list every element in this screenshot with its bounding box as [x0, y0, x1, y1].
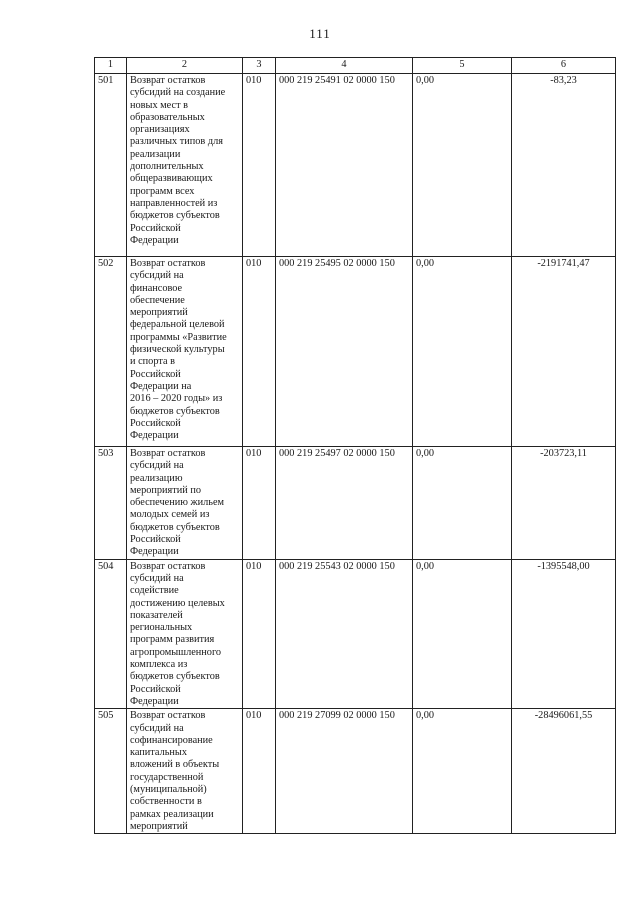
row-number: 504: [95, 559, 127, 709]
row-amount-plan: 0,00: [413, 559, 512, 709]
column-header: 2: [127, 58, 243, 74]
row-amount-actual: -203723,11: [512, 447, 616, 560]
row-budget-code: 000 219 25543 02 0000 150: [276, 559, 413, 709]
row-amount-actual: -1395548,00: [512, 559, 616, 709]
column-header: 3: [243, 58, 276, 74]
row-admin-code: 010: [243, 709, 276, 834]
column-header: 1: [95, 58, 127, 74]
row-number: 502: [95, 257, 127, 447]
row-admin-code: 010: [243, 257, 276, 447]
row-name: Возврат остатков субсидий на финансовое обеспечение мероприятий федеральной целевой программы «Развитие физической культуры и спорта в Российской Федерации на 2016 – 2020 годы» из бюджетов субъектов Российской Федерации: [127, 257, 243, 447]
table-row: [95, 559, 616, 709]
row-number: 503: [95, 447, 127, 560]
row-number: 505: [95, 709, 127, 834]
row-name: Возврат остатков субсидий на софинансирование капитальных вложений в объекты государственной (муниципальной) собственности в рамках реализации мероприятий: [127, 709, 243, 834]
row-budget-code: 000 219 25497 02 0000 150: [276, 447, 413, 560]
row-amount-plan: 0,00: [413, 447, 512, 560]
row-budget-code: 000 219 25491 02 0000 150: [276, 74, 413, 257]
row-number: 501: [95, 74, 127, 257]
row-admin-code: 010: [243, 447, 276, 560]
row-admin-code: 010: [243, 74, 276, 257]
row-name: Возврат остатков субсидий на создание новых мест в образовательных организациях различных типов для реализации дополнительных общеразвивающих программ всех направленностей из бюджетов субъектов Российской Федерации: [127, 74, 243, 257]
budget-table: [94, 57, 616, 834]
table-row: [95, 709, 616, 834]
column-header: 5: [413, 58, 512, 74]
row-amount-plan: 0,00: [413, 257, 512, 447]
row-admin-code: 010: [243, 559, 276, 709]
column-header: 6: [512, 58, 616, 74]
row-amount-plan: 0,00: [413, 709, 512, 834]
table-row: [95, 74, 616, 257]
column-header: 4: [276, 58, 413, 74]
row-name: Возврат остатков субсидий на реализацию мероприятий по обеспечению жильем молодых семей из бюджетов субъектов Российской Федерации: [127, 447, 243, 560]
page-number: 111: [309, 26, 331, 41]
row-name: Возврат остатков субсидий на содействие достижению целевых показателей региональных программ развития агропромышленного комплекса из бюджетов субъектов Российской Федерации: [127, 559, 243, 709]
row-amount-actual: -83,23: [512, 74, 616, 257]
table-row: [95, 447, 616, 560]
row-amount-plan: 0,00: [413, 74, 512, 257]
row-budget-code: 000 219 27099 02 0000 150: [276, 709, 413, 834]
table-header-row: [95, 58, 616, 74]
row-amount-actual: -28496061,55: [512, 709, 616, 834]
table-row: [95, 257, 616, 447]
row-amount-actual: -2191741,47: [512, 257, 616, 447]
row-budget-code: 000 219 25495 02 0000 150: [276, 257, 413, 447]
